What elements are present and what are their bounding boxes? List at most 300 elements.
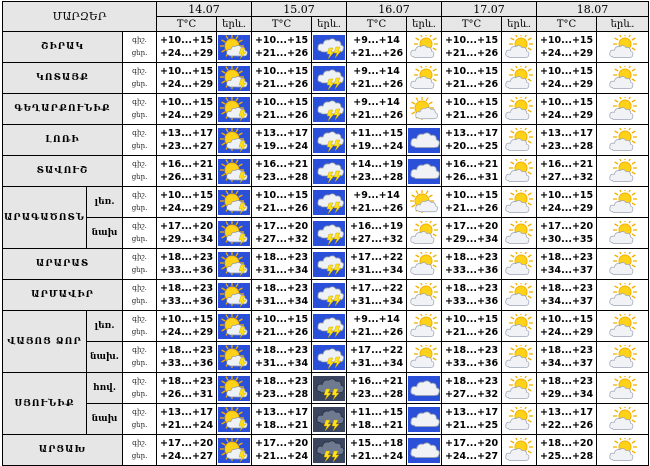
temperature-cell: [157, 187, 217, 218]
date-header: 15.07: [252, 2, 347, 17]
day-label: ցեր.: [131, 266, 148, 274]
temperature-cell: [157, 94, 217, 125]
temperature-cell: [252, 32, 312, 63]
weather-icon-cell: [597, 32, 649, 63]
temperature-cell: [442, 435, 502, 466]
night-temperature: +13...+17: [159, 128, 214, 139]
night-label: գիշ.: [132, 222, 147, 230]
weather-icon-cell: [597, 342, 649, 373]
day-night-labels: [123, 187, 157, 218]
region-row: [3, 218, 649, 249]
cloud-lightning-icon: [312, 314, 346, 339]
temperature-cell: [157, 156, 217, 187]
weather-icon-cell: [597, 280, 649, 311]
temperature-cell: [157, 342, 217, 373]
weather-icon-cell: [407, 63, 442, 94]
date-header: 18.07: [537, 2, 649, 17]
weather-icon-cell: [597, 218, 649, 249]
day-temperature: +26...+31: [159, 172, 214, 183]
sun-cloud-lightning-icon: [217, 345, 251, 370]
partly-cloudy-icon: [502, 283, 536, 308]
temperature-cell: [442, 32, 502, 63]
cloudy-icon: [407, 407, 441, 432]
temperature-cell: [252, 156, 312, 187]
cloud-lightning-icon: [312, 159, 346, 184]
day-temperature: +21...+26: [254, 79, 309, 90]
subregion-label: նախ: [87, 218, 123, 249]
weather-icon-cell: [312, 404, 347, 435]
night-label: գիշ.: [132, 67, 147, 75]
day-temperature: +24...+27: [444, 451, 499, 462]
day-temperature: +19...+24: [349, 141, 404, 152]
region-row: [3, 435, 649, 466]
temperature-cell: [252, 373, 312, 404]
temp-column-header: T°C: [252, 17, 312, 32]
day-temperature: +26...+31: [444, 172, 499, 183]
day-temperature: +31...+34: [349, 265, 404, 276]
night-temperature: +11...+15: [349, 128, 404, 139]
date-header: 14.07: [157, 2, 252, 17]
weather-icon-cell: [407, 404, 442, 435]
temperature-cell: [442, 187, 502, 218]
weather-icon-cell: [312, 156, 347, 187]
temperature-cell: [442, 373, 502, 404]
day-label: ցեր.: [131, 80, 148, 88]
night-temperature: +10...+15: [444, 35, 499, 46]
weather-icon-cell: [502, 311, 537, 342]
night-temperature: +10...+15: [539, 190, 594, 201]
day-temperature: +20...+25: [444, 141, 499, 152]
night-temperature: +13...+17: [539, 128, 594, 139]
partly-cloudy-icon: [597, 35, 648, 60]
temperature-cell: [157, 32, 217, 63]
night-label: գիշ.: [132, 346, 147, 354]
region-name: ԱՐՑԱԽ: [3, 435, 123, 466]
day-temperature: +29...+34: [444, 234, 499, 245]
day-temperature: +21...+26: [444, 327, 499, 338]
night-temperature: +17...+22: [349, 345, 404, 356]
night-temperature: +13...+17: [159, 407, 214, 418]
temperature-cell: [537, 156, 597, 187]
partly-cloudy-icon: [597, 190, 648, 215]
temperature-cell: [442, 94, 502, 125]
night-temperature: +17...+22: [349, 252, 404, 263]
day-temperature: +21...+26: [349, 110, 404, 121]
day-temperature: +24...+29: [539, 203, 594, 214]
night-temperature: +18...+23: [254, 283, 309, 294]
temperature-cell: [537, 187, 597, 218]
temperature-cell: [347, 311, 407, 342]
day-label: ցեր.: [131, 359, 148, 367]
weather-icon-cell: [407, 311, 442, 342]
weather-icon-cell: [502, 94, 537, 125]
region-name: ՇԻՐԱԿ: [3, 32, 123, 63]
temperature-cell: [252, 94, 312, 125]
weather-icon-cell: [312, 125, 347, 156]
temperature-cell: [537, 125, 597, 156]
region-row: [3, 249, 649, 280]
day-night-labels: [123, 373, 157, 404]
temperature-cell: [157, 249, 217, 280]
weather-icon-cell: [217, 311, 252, 342]
day-night-labels: [123, 156, 157, 187]
temperature-cell: [442, 63, 502, 94]
sun-cloud-lightning-icon: [217, 190, 251, 215]
partly-cloudy-icon: [597, 97, 648, 122]
night-temperature: +11...+15: [349, 407, 404, 418]
day-temperature: +21...+26: [254, 110, 309, 121]
sun-cloud-lightning-icon: [217, 314, 251, 339]
weather-icon-cell: [502, 63, 537, 94]
partly-cloudy-icon: [502, 345, 536, 370]
cloud-lightning-icon: [312, 97, 346, 122]
night-temperature: +10...+15: [539, 66, 594, 77]
temperature-cell: [347, 187, 407, 218]
temperature-cell: [252, 280, 312, 311]
temperature-cell: [537, 94, 597, 125]
night-temperature: +9...+14: [353, 190, 400, 201]
night-temperature: +13...+17: [254, 407, 309, 418]
day-temperature: +27...+32: [254, 234, 309, 245]
temperature-cell: [252, 187, 312, 218]
temperature-cell: [537, 218, 597, 249]
partly-cloudy-icon: [502, 221, 536, 246]
cloud-column-header: երև.: [597, 17, 649, 32]
night-label: գիշ.: [132, 377, 147, 385]
subregion-label: նախ.: [87, 342, 123, 373]
temperature-cell: [157, 373, 217, 404]
day-temperature: +21...+26: [349, 48, 404, 59]
night-label: գիշ.: [132, 129, 147, 137]
night-temperature: +10...+15: [159, 97, 214, 108]
sun-cloud-lightning-icon: [217, 376, 251, 401]
night-temperature: +17...+20: [159, 221, 214, 232]
night-temperature: +10...+15: [539, 314, 594, 325]
night-temperature: +13...+17: [254, 128, 309, 139]
sun-cloud-lightning-icon: [217, 221, 251, 246]
date-header-row: [3, 2, 649, 17]
weather-icon-cell: [407, 187, 442, 218]
weather-icon-cell: [312, 280, 347, 311]
region-row: [3, 373, 649, 404]
temperature-cell: [347, 249, 407, 280]
weather-icon-cell: [597, 249, 649, 280]
weather-icon-cell: [407, 94, 442, 125]
temperature-cell: [442, 249, 502, 280]
night-temperature: +17...+20: [159, 438, 214, 449]
temperature-cell: [537, 373, 597, 404]
weather-icon-cell: [217, 435, 252, 466]
subregion-label: լեռ.: [87, 311, 123, 342]
night-temperature: +18...+23: [159, 345, 214, 356]
weather-icon-cell: [407, 342, 442, 373]
temperature-cell: [252, 311, 312, 342]
weather-icon-cell: [597, 404, 649, 435]
temperature-cell: [252, 249, 312, 280]
weather-icon-cell: [312, 373, 347, 404]
region-row: [3, 311, 649, 342]
temperature-cell: [157, 125, 217, 156]
day-label: ցեր.: [131, 390, 148, 398]
day-temperature: +23...+28: [539, 141, 594, 152]
temperature-cell: [442, 404, 502, 435]
temp-column-header: T°C: [442, 17, 502, 32]
day-night-labels: [123, 249, 157, 280]
night-temperature: +17...+22: [349, 283, 404, 294]
temperature-cell: [157, 63, 217, 94]
region-name: ՍՅՈՒՆԻՔ: [3, 373, 87, 435]
day-temperature: +31...+34: [254, 358, 309, 369]
weather-icon-cell: [502, 187, 537, 218]
day-temperature: +21...+26: [254, 203, 309, 214]
day-temperature: +33...+36: [444, 265, 499, 276]
weather-icon-cell: [502, 218, 537, 249]
day-label: ցեր.: [131, 421, 148, 429]
sun-cloud-lightning-icon: [217, 35, 251, 60]
day-temperature: +23...+28: [349, 389, 404, 400]
cloud-lightning-icon: [312, 128, 346, 153]
night-temperature: +10...+15: [159, 190, 214, 201]
temperature-cell: [537, 404, 597, 435]
partly-cloudy-icon: [407, 35, 441, 60]
temperature-cell: [347, 435, 407, 466]
weather-icon-cell: [502, 404, 537, 435]
cloud-lightning-icon: [312, 283, 346, 308]
temperature-cell: [537, 435, 597, 466]
temperature-cell: [347, 94, 407, 125]
temperature-cell: [347, 404, 407, 435]
weather-icon-cell: [502, 373, 537, 404]
night-temperature: +13...+17: [444, 128, 499, 139]
day-temperature: +31...+34: [254, 296, 309, 307]
night-temperature: +9...+14: [353, 314, 400, 325]
night-temperature: +10...+15: [254, 97, 309, 108]
weather-icon-cell: [502, 32, 537, 63]
weather-icon-cell: [597, 63, 649, 94]
night-temperature: +16...+21: [159, 159, 214, 170]
temperature-cell: [347, 156, 407, 187]
partly-cloudy-icon: [502, 35, 536, 60]
weather-icon-cell: [597, 94, 649, 125]
day-temperature: +21...+24: [159, 420, 214, 431]
temperature-cell: [537, 249, 597, 280]
day-temperature: +31...+34: [349, 358, 404, 369]
day-temperature: +21...+26: [254, 48, 309, 59]
night-temperature: +10...+15: [159, 35, 214, 46]
day-temperature: +21...+26: [349, 327, 404, 338]
region-name: ԳԵՂԱՐՔՈՒՆԻՔ: [3, 94, 123, 125]
partly-cloudy-icon: [597, 314, 648, 339]
weather-icon-cell: [312, 94, 347, 125]
day-temperature: +29...+34: [539, 389, 594, 400]
partly-cloudy-icon: [407, 221, 441, 246]
night-temperature: +10...+15: [444, 97, 499, 108]
cloudy-icon: [407, 128, 441, 153]
weather-icon-cell: [597, 373, 649, 404]
region-row: [3, 187, 649, 218]
partly-cloudy-icon: [597, 407, 648, 432]
day-temperature: +21...+24: [254, 451, 309, 462]
cloudy-icon: [407, 438, 441, 463]
partly-cloudy-icon: [407, 283, 441, 308]
night-temperature: +18...+23: [159, 283, 214, 294]
night-label: գիշ.: [132, 36, 147, 44]
weather-icon-cell: [312, 249, 347, 280]
region-row: [3, 63, 649, 94]
night-temperature: +10...+15: [254, 35, 309, 46]
night-temperature: +17...+20: [254, 438, 309, 449]
partly-cloudy-icon: [597, 159, 648, 184]
cloud-lightning-icon: [312, 221, 346, 246]
region-row: [3, 125, 649, 156]
day-temperature: +34...+37: [539, 265, 594, 276]
weather-icon-cell: [502, 249, 537, 280]
temperature-cell: [252, 404, 312, 435]
day-temperature: +21...+26: [349, 79, 404, 90]
region-name: ԱՐԱՐԱՏ: [3, 249, 123, 280]
weather-icon-cell: [312, 32, 347, 63]
cloud-lightning-icon: [312, 35, 346, 60]
partly-cloudy-icon: [502, 438, 536, 463]
weather-icon-cell: [597, 156, 649, 187]
night-temperature: +18...+23: [254, 345, 309, 356]
temp-column-header: T°C: [347, 17, 407, 32]
day-label: ցեր.: [131, 173, 148, 181]
night-temperature: +18...+23: [444, 376, 499, 387]
partly-cloudy-icon: [502, 159, 536, 184]
temperature-cell: [442, 342, 502, 373]
night-temperature: +17...+20: [444, 221, 499, 232]
partly-cloudy-icon: [597, 283, 648, 308]
day-label: ցեր.: [131, 297, 148, 305]
night-temperature: +13...+17: [444, 407, 499, 418]
date-header: 16.07: [347, 2, 442, 17]
night-temperature: +17...+20: [539, 221, 594, 232]
temperature-cell: [157, 280, 217, 311]
weather-icon-cell: [312, 63, 347, 94]
temperature-cell: [537, 342, 597, 373]
sun-cloud-lightning-icon: [217, 283, 251, 308]
cloud-column-header: երև.: [312, 17, 347, 32]
weather-icon-cell: [217, 94, 252, 125]
weather-icon-cell: [407, 32, 442, 63]
day-temperature: +26...+31: [159, 389, 214, 400]
day-temperature: +21...+26: [444, 110, 499, 121]
weather-icon-cell: [217, 373, 252, 404]
partly-cloudy-icon: [502, 66, 536, 91]
regions-header: ՄԱՐԶԵՐ: [3, 2, 157, 32]
day-temperature: +33...+36: [159, 296, 214, 307]
temperature-cell: [157, 311, 217, 342]
day-temperature: +21...+26: [444, 79, 499, 90]
day-temperature: +21...+24: [349, 451, 404, 462]
temperature-cell: [157, 435, 217, 466]
night-temperature: +16...+19: [349, 221, 404, 232]
day-temperature: +24...+29: [539, 110, 594, 121]
day-night-labels: [123, 218, 157, 249]
region-row: [3, 280, 649, 311]
day-temperature: +34...+37: [539, 358, 594, 369]
weather-icon-cell: [312, 218, 347, 249]
day-night-labels: [123, 342, 157, 373]
night-label: գիշ.: [132, 315, 147, 323]
night-temperature: +15...+18: [349, 438, 404, 449]
temperature-cell: [537, 32, 597, 63]
day-temperature: +27...+32: [444, 389, 499, 400]
weather-icon-cell: [597, 125, 649, 156]
weather-icon-cell: [502, 342, 537, 373]
night-label: գիշ.: [132, 160, 147, 168]
temperature-cell: [442, 156, 502, 187]
day-temperature: +27...+32: [539, 172, 594, 183]
cloud-lightning-icon: [312, 252, 346, 277]
day-temperature: +18...+21: [254, 420, 309, 431]
sun-cloud-lightning-icon: [217, 438, 251, 463]
day-temperature: +24...+27: [159, 451, 214, 462]
weather-icon-cell: [312, 187, 347, 218]
temperature-cell: [347, 218, 407, 249]
night-temperature: +9...+14: [353, 35, 400, 46]
weather-icon-cell: [217, 404, 252, 435]
temperature-cell: [347, 373, 407, 404]
night-temperature: +18...+23: [539, 283, 594, 294]
temperature-cell: [157, 218, 217, 249]
day-label: ցեր.: [131, 235, 148, 243]
sun-cloud-lightning-icon: [217, 407, 251, 432]
partly-cloudy-icon: [407, 66, 441, 91]
night-temperature: +10...+15: [539, 97, 594, 108]
night-temperature: +9...+14: [353, 66, 400, 77]
day-temperature: +34...+37: [539, 296, 594, 307]
day-night-labels: [123, 311, 157, 342]
weather-icon-cell: [217, 32, 252, 63]
temperature-cell: [537, 280, 597, 311]
region-row: [3, 156, 649, 187]
day-label: ցեր.: [131, 111, 148, 119]
weather-icon-cell: [312, 435, 347, 466]
temp-column-header: T°C: [537, 17, 597, 32]
partly-cloudy-icon: [407, 345, 441, 370]
partly-cloudy-icon: [502, 190, 536, 215]
day-night-labels: [123, 435, 157, 466]
sun-cloud-lightning-icon: [217, 66, 251, 91]
sun-cloud-icon: [407, 97, 441, 122]
storm-cloud-icon: [312, 376, 346, 401]
night-temperature: +17...+20: [254, 221, 309, 232]
region-name: ԱՐԱԳԱԾՈՏՆ: [3, 187, 87, 249]
day-temperature: +23...+28: [254, 172, 309, 183]
subregion-label: նախ: [87, 404, 123, 435]
day-temperature: +24...+29: [159, 203, 214, 214]
partly-cloudy-icon: [597, 66, 648, 91]
region-name: ՏԱՎՈՒՇ: [3, 156, 123, 187]
temperature-cell: [442, 218, 502, 249]
temperature-cell: [537, 63, 597, 94]
day-temperature: +18...+21: [349, 420, 404, 431]
night-label: գիշ.: [132, 191, 147, 199]
sun-cloud-icon: [407, 190, 441, 215]
day-temperature: +24...+29: [159, 110, 214, 121]
date-header: 17.07: [442, 2, 537, 17]
day-temperature: +24...+29: [539, 79, 594, 90]
cloud-lightning-icon: [312, 66, 346, 91]
day-temperature: +33...+36: [159, 358, 214, 369]
region-name: ԼՈՌԻ: [3, 125, 123, 156]
temperature-cell: [252, 435, 312, 466]
day-temperature: +23...+28: [254, 389, 309, 400]
night-temperature: +14...+19: [349, 159, 404, 170]
weather-icon-cell: [217, 187, 252, 218]
